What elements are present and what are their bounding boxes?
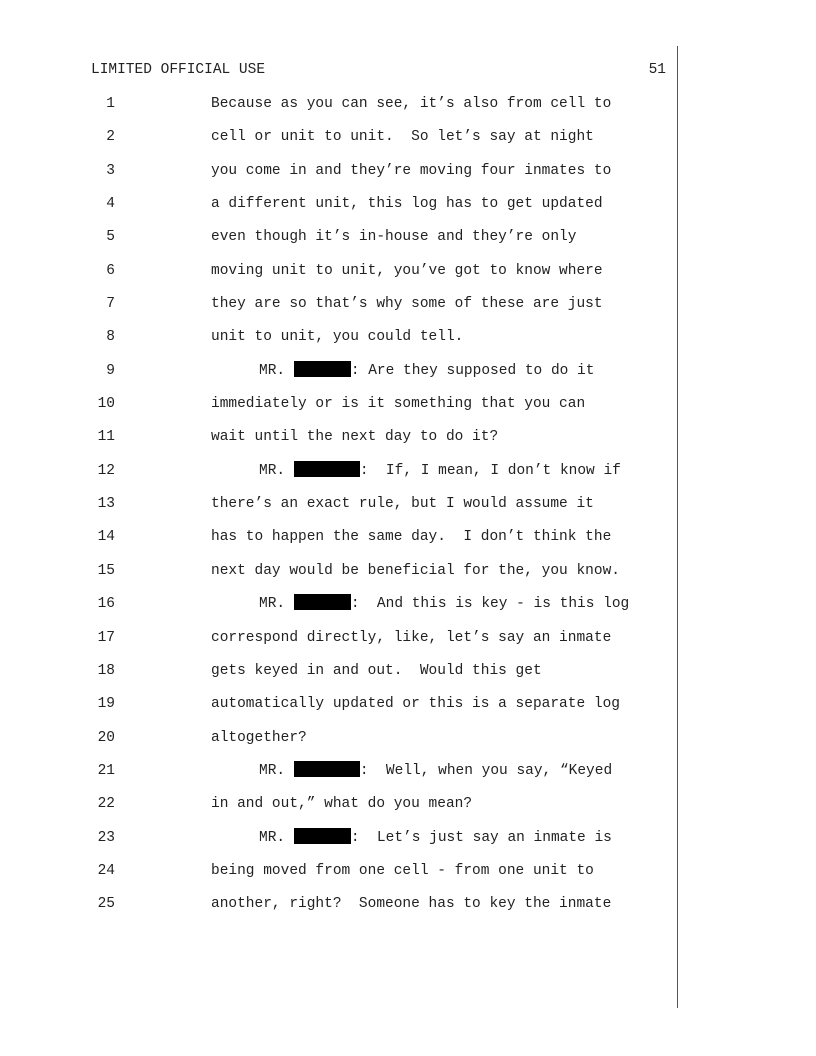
line-text: [211, 294, 603, 314]
line-text-segment: in and out,” what do you mean?: [211, 796, 473, 813]
line-number: 3: [106, 162, 115, 179]
transcript-line: [0, 194, 677, 227]
line-text-segment: being moved from one cell - from one unit to: [211, 862, 594, 879]
transcript-line: [0, 527, 677, 560]
transcript-line: [0, 861, 677, 894]
line-number: 10: [97, 396, 115, 413]
line-text: [259, 828, 612, 848]
line-number: 2: [106, 129, 115, 146]
line-text-segment: : Let’s just say an inmate is: [350, 829, 612, 846]
line-number: 6: [106, 262, 115, 279]
line-text-segment: MR.: [259, 829, 294, 846]
line-number: 16: [97, 596, 115, 613]
line-text: [211, 527, 611, 547]
line-number: 5: [106, 229, 115, 246]
line-text: [211, 427, 498, 447]
line-text-segment: even though it’s in-house and they’re only: [211, 229, 577, 246]
right-margin-rule: [677, 46, 678, 1008]
line-text-segment: MR.: [259, 362, 294, 379]
line-number: 12: [97, 462, 115, 479]
line-text: [211, 661, 542, 681]
line-text: [211, 194, 603, 214]
line-text-segment: automatically updated or this is a separate log: [211, 696, 620, 713]
line-text: [211, 161, 611, 181]
transcript-line: [0, 361, 677, 394]
redaction-block: [294, 828, 351, 844]
transcript-line: [0, 694, 677, 727]
line-number: 20: [97, 729, 115, 746]
line-text: [211, 127, 594, 147]
line-number: 23: [97, 829, 115, 846]
line-text-segment: : Well, when you say, “Keyed: [359, 762, 613, 779]
line-number: 21: [97, 762, 115, 779]
transcript-body: [0, 94, 677, 928]
line-text-segment: there’s an exact rule, but I would assume it: [211, 496, 594, 513]
line-number: 8: [106, 329, 115, 346]
transcript-line: [0, 294, 677, 327]
line-text: [259, 361, 594, 381]
line-text-segment: gets keyed in and out. Would this get: [211, 662, 542, 679]
line-number: 22: [97, 796, 115, 813]
line-text: [211, 327, 463, 347]
line-text: [211, 728, 307, 748]
transcript-line: [0, 227, 677, 260]
line-number: 9: [106, 362, 115, 379]
line-number: 14: [97, 529, 115, 546]
redaction-block: [294, 594, 351, 610]
line-text: [211, 261, 603, 281]
line-number: 19: [97, 696, 115, 713]
line-text-segment: MR.: [259, 596, 294, 613]
line-text: [259, 594, 629, 614]
redaction-block: [294, 461, 360, 477]
transcript-line: [0, 728, 677, 761]
line-number: 13: [97, 496, 115, 513]
line-text-segment: : If, I mean, I don’t know if: [359, 462, 621, 479]
line-text: [211, 894, 611, 914]
page-number: 51: [648, 62, 666, 78]
line-number: 7: [106, 296, 115, 313]
transcript-line: [0, 461, 677, 494]
line-number: 18: [97, 662, 115, 679]
line-text: [211, 394, 585, 414]
transcript-line: [0, 327, 677, 360]
line-text-segment: unit to unit, you could tell.: [211, 329, 464, 346]
line-text-segment: : Are they supposed to do it: [350, 362, 595, 379]
classification-header: LIMITED OFFICIAL USE: [91, 62, 266, 78]
line-text: [259, 461, 621, 481]
line-number: 25: [97, 896, 115, 913]
line-text: [211, 694, 620, 714]
line-text-segment: you come in and they’re moving four inmates to: [211, 162, 612, 179]
line-text-segment: another, right? Someone has to key the inmate: [211, 896, 612, 913]
line-text-segment: they are so that’s why some of these are just: [211, 296, 603, 313]
transcript-line: [0, 561, 677, 594]
line-number: 24: [97, 862, 115, 879]
line-text-segment: a different unit, this log has to get updated: [211, 196, 603, 213]
redaction-block: [294, 761, 360, 777]
transcript-line: [0, 427, 677, 460]
transcript-line: [0, 394, 677, 427]
redaction-block: [294, 361, 351, 377]
line-text: [211, 861, 594, 881]
line-text: [211, 227, 576, 247]
transcript-line: [0, 894, 677, 927]
line-text-segment: cell or unit to unit. So let’s say at night: [211, 129, 594, 146]
line-number: 1: [106, 96, 115, 112]
transcript-line: [0, 628, 677, 661]
transcript-line: [0, 494, 677, 527]
line-text: [259, 761, 612, 781]
line-number: 17: [97, 629, 115, 646]
transcript-line: [0, 127, 677, 160]
transcript-line: [0, 828, 677, 861]
transcript-line: [0, 594, 677, 627]
line-number: 11: [97, 429, 115, 446]
line-text-segment: next day would be beneficial for the, you know.: [211, 562, 620, 579]
line-text-segment: MR.: [259, 762, 294, 779]
line-text-segment: Because as you can see, it’s also from cell to: [211, 96, 612, 112]
line-text-segment: has to happen the same day. I don’t think the: [211, 529, 612, 546]
line-text-segment: wait until the next day to do it?: [211, 429, 499, 446]
transcript-line: [0, 794, 677, 827]
line-text: [211, 628, 611, 648]
line-text: [211, 94, 611, 114]
transcript-line: [0, 94, 677, 127]
line-text: [211, 794, 472, 814]
line-text: [211, 561, 620, 581]
transcript-line: [0, 261, 677, 294]
line-text: [211, 494, 594, 514]
transcript-line: [0, 761, 677, 794]
line-text-segment: MR.: [259, 462, 294, 479]
line-text-segment: : And this is key - is this log: [350, 596, 630, 613]
line-text-segment: moving unit to unit, you’ve got to know where: [211, 262, 603, 279]
line-text-segment: correspond directly, like, let’s say an inmate: [211, 629, 612, 646]
line-text-segment: altogether?: [211, 729, 307, 746]
line-text-segment: immediately or is it something that you can: [211, 396, 586, 413]
transcript-line: [0, 161, 677, 194]
line-number: 4: [106, 196, 115, 213]
line-number: 15: [97, 562, 115, 579]
transcript-line: [0, 661, 677, 694]
